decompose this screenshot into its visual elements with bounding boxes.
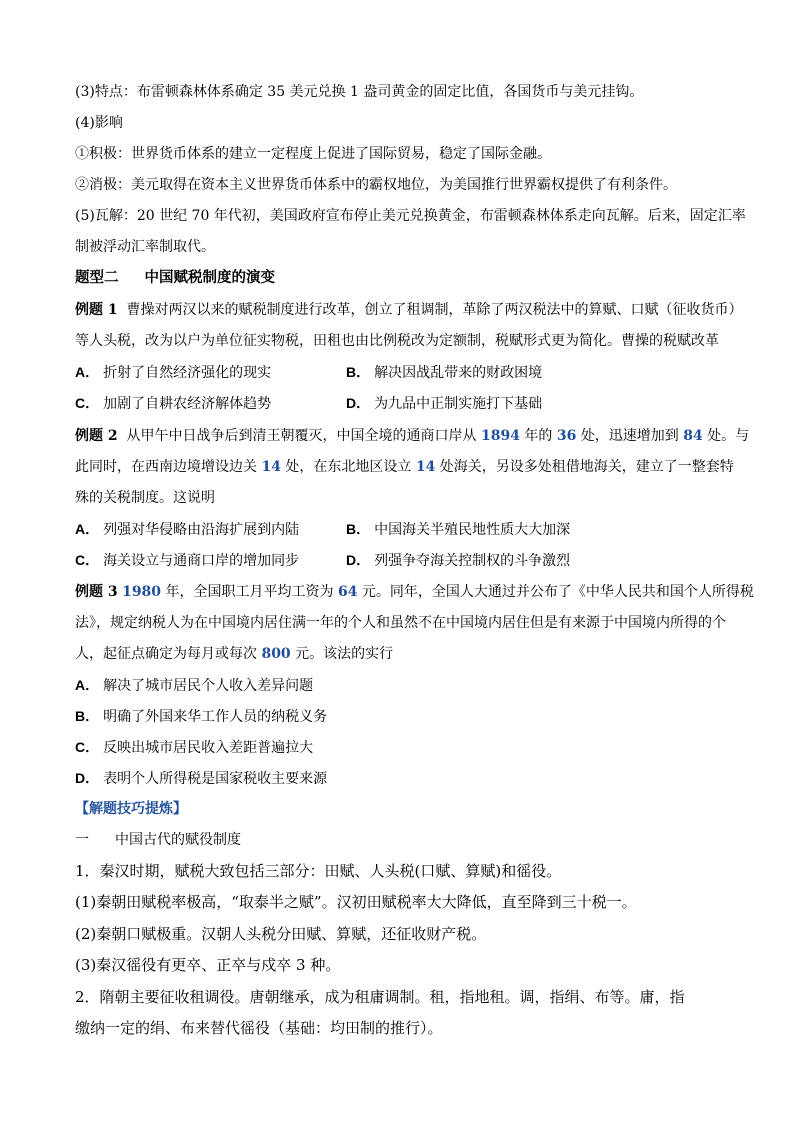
tips-line3: (2)秦朝口赋极重。汉朝人头税分田赋、算赋，还征收财产税。 xyxy=(75,925,487,943)
example2-line3: 殊的关税制度。这说明 xyxy=(75,490,215,506)
example2-option-d[interactable]: D． 列强争夺海关控制权的斗争激烈 xyxy=(346,552,571,569)
tips-line1: 1．秦汉时期，赋税大致包括三部分：田赋、人头税(口赋、算赋)和徭役。 xyxy=(75,862,562,880)
example3-line1: 例题 3 1980 年，全国职工月平均工资为 64 元。同年，全国人大通过并公布了《中华人民共和国个人所得税 xyxy=(75,584,754,600)
text-line-negative: ②消极：美元取得在资本主义世界货币体系中的霸权地位，为美国推行世界霸权提供了有利条件。 xyxy=(75,177,677,193)
example2-option-c[interactable]: C． 海关设立与通商口岸的增加同步 xyxy=(75,552,300,569)
example1-option-c[interactable]: C． 加剧了自耕农经济解体趋势 xyxy=(75,395,272,412)
tips-line2: (1)秦朝田赋税率极高，“取泰半之赋”。汉初田赋税率大大降低，直至降到三十税一。 xyxy=(75,893,637,911)
example3-option-d[interactable]: D． 表明个人所得税是国家税收主要来源 xyxy=(75,770,328,787)
example2-option-b[interactable]: B． 中国海关半殖民地性质大大加深 xyxy=(346,521,571,538)
example3-option-b[interactable]: B． 明确了外国来华工作人员的纳税义务 xyxy=(75,708,328,725)
example1-option-b[interactable]: B． 解决因战乱带来的财政困境 xyxy=(346,364,543,381)
example1-option-d[interactable]: D． 为九品中正制实施打下基础 xyxy=(346,395,543,412)
section-heading-title: 中国赋税制度的演变 xyxy=(144,269,275,286)
example2-line1: 例题 2 从甲午中日战争后到清王朝覆灭，中国全境的通商口岸从 1894 年的 36 处，迅速增加到 84 处。与 xyxy=(75,428,750,444)
example3-line3: 人，起征点确定为每月或每次 800 元。该法的实行 xyxy=(75,646,394,662)
example1-line2: 等人头税，改为以户为单位征实物税，田租也由比例税改为定额制，税赋形式更为简化。曹操的税赋改革 xyxy=(75,333,719,349)
example3-label: 例题 3 xyxy=(75,584,118,600)
text-line-collapse: (5)瓦解：20 世纪 70 年代初，美国政府宣布停止美元兑换黄金，布雷顿森林体系走向瓦解。后来，固定汇率 xyxy=(75,208,746,224)
example3-option-c[interactable]: C． 反映出城市居民收入差距普遍拉大 xyxy=(75,739,314,756)
tips-heading: 【解题技巧提炼】 xyxy=(75,801,187,817)
text-line-positive: ①积极：世界货币体系的建立一定程度上促进了国际贸易，稳定了国际金融。 xyxy=(75,146,551,162)
section-heading-label: 题型二 xyxy=(75,269,119,286)
example2-line2: 此同时，在西南边境增设边关 14 处，在东北地区设立 14 处海关，另设多处租借地海关，建立了一整套特 xyxy=(75,459,734,475)
example1-text1: 曹操对两汉以来的赋税制度进行改革，创立了租调制，革除了两汉税法中的算赋、口赋（征收货币） xyxy=(126,302,743,318)
example3-option-a[interactable]: A． 解决了城市居民个人收入差异问题 xyxy=(75,677,314,694)
tips-line5: 2．隋朝主要征收租调役。唐朝继承，成为租庸调制。租，指地租。调，指绢、布等。庸，指 xyxy=(75,988,685,1006)
text-line-feature: (3)特点：布雷顿森林体系确定 35 美元兑换 1 盎司黄金的固定比值，各国货币与美元挂钩。 xyxy=(75,84,644,100)
example1-label: 例题 1 xyxy=(75,302,118,318)
text-line-impact-heading: (4)影响 xyxy=(75,115,123,131)
example1-line1 xyxy=(75,300,743,320)
example1-option-a[interactable]: A． 折射了自然经济强化的现实 xyxy=(75,364,272,381)
tips-subheading: 一 中国古代的赋役制度 xyxy=(75,832,241,848)
text-line-collapse-cont: 制被浮动汇率制取代。 xyxy=(75,239,215,255)
tips-line4: (3)秦汉徭役有更卒、正卒与戍卒 3 种。 xyxy=(75,956,341,974)
example2-option-a[interactable]: A． 列强对华侵略由沿海扩展到内陆 xyxy=(75,521,300,538)
example3-line2: 法》，规定纳税人为在中国境内居住满一年的个人和虽然不在中国境内居住但是有来源于中国境内所得的个 xyxy=(75,615,726,631)
section-heading xyxy=(75,268,275,288)
example2-label: 例题 2 xyxy=(75,428,118,444)
tips-line6: 缴纳一定的绢、布来替代徭役（基础：均田制的推行）。 xyxy=(75,1019,443,1037)
